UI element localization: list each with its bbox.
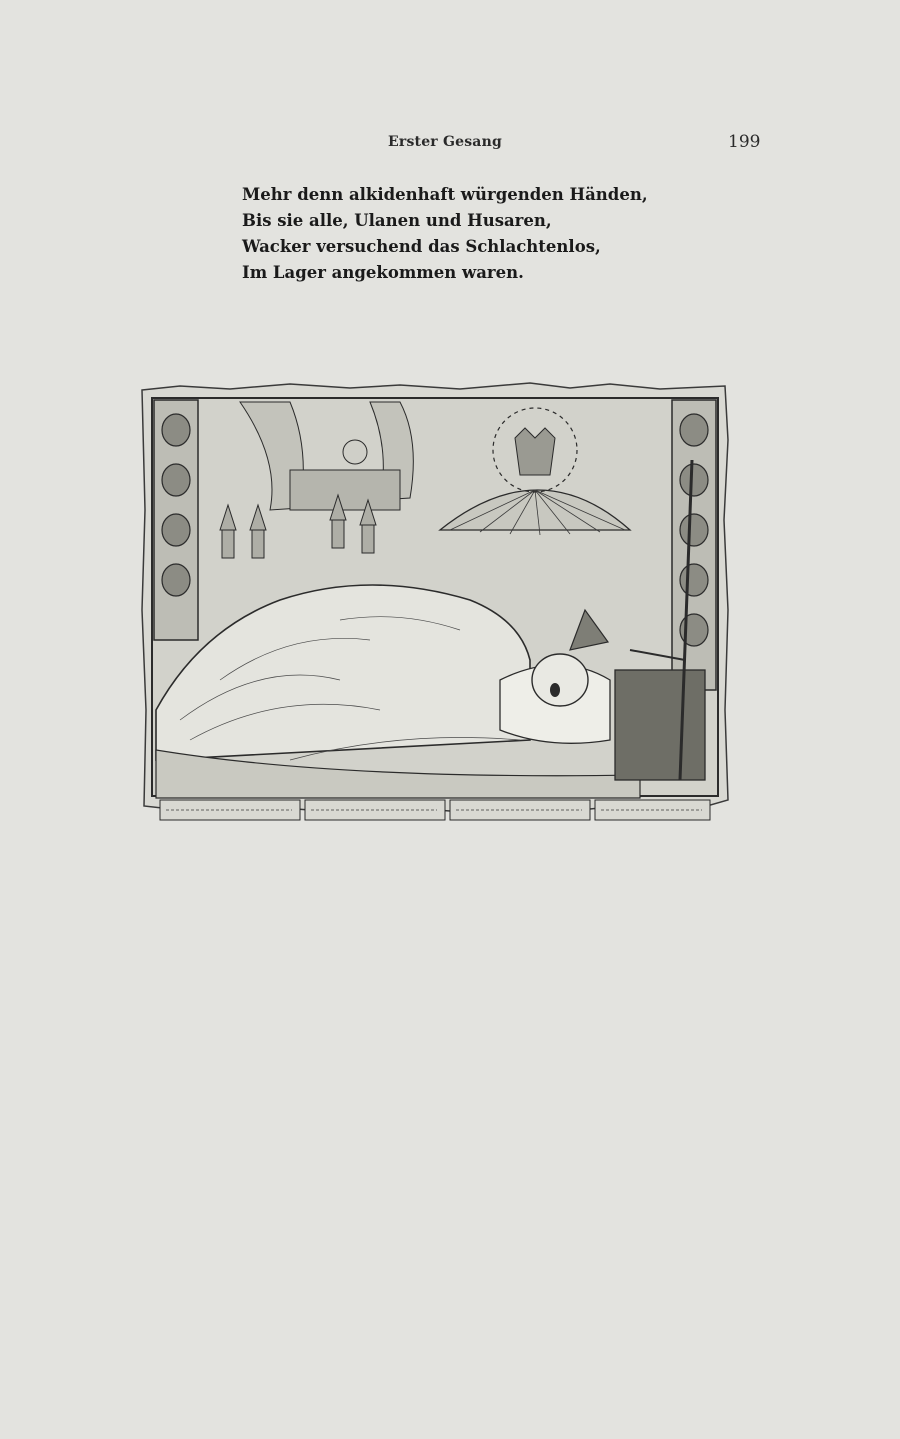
chapter-title: Erster Gesang xyxy=(388,134,502,150)
verse-line: Bis sie alle, Ulanen und Husaren, xyxy=(242,211,552,230)
sleeper-head xyxy=(532,654,588,706)
engraving-illustration xyxy=(140,380,730,825)
page-number: 199 xyxy=(728,132,761,152)
verse-line: Im Lager angekommen waren. xyxy=(242,263,524,282)
verse-line: Mehr denn alkidenhaft würgenden Händen, xyxy=(242,185,648,204)
running-head xyxy=(0,134,900,158)
verse-line: Wacker versuchend das Schlachtenlos, xyxy=(242,237,601,256)
verse-stanza xyxy=(242,182,662,286)
